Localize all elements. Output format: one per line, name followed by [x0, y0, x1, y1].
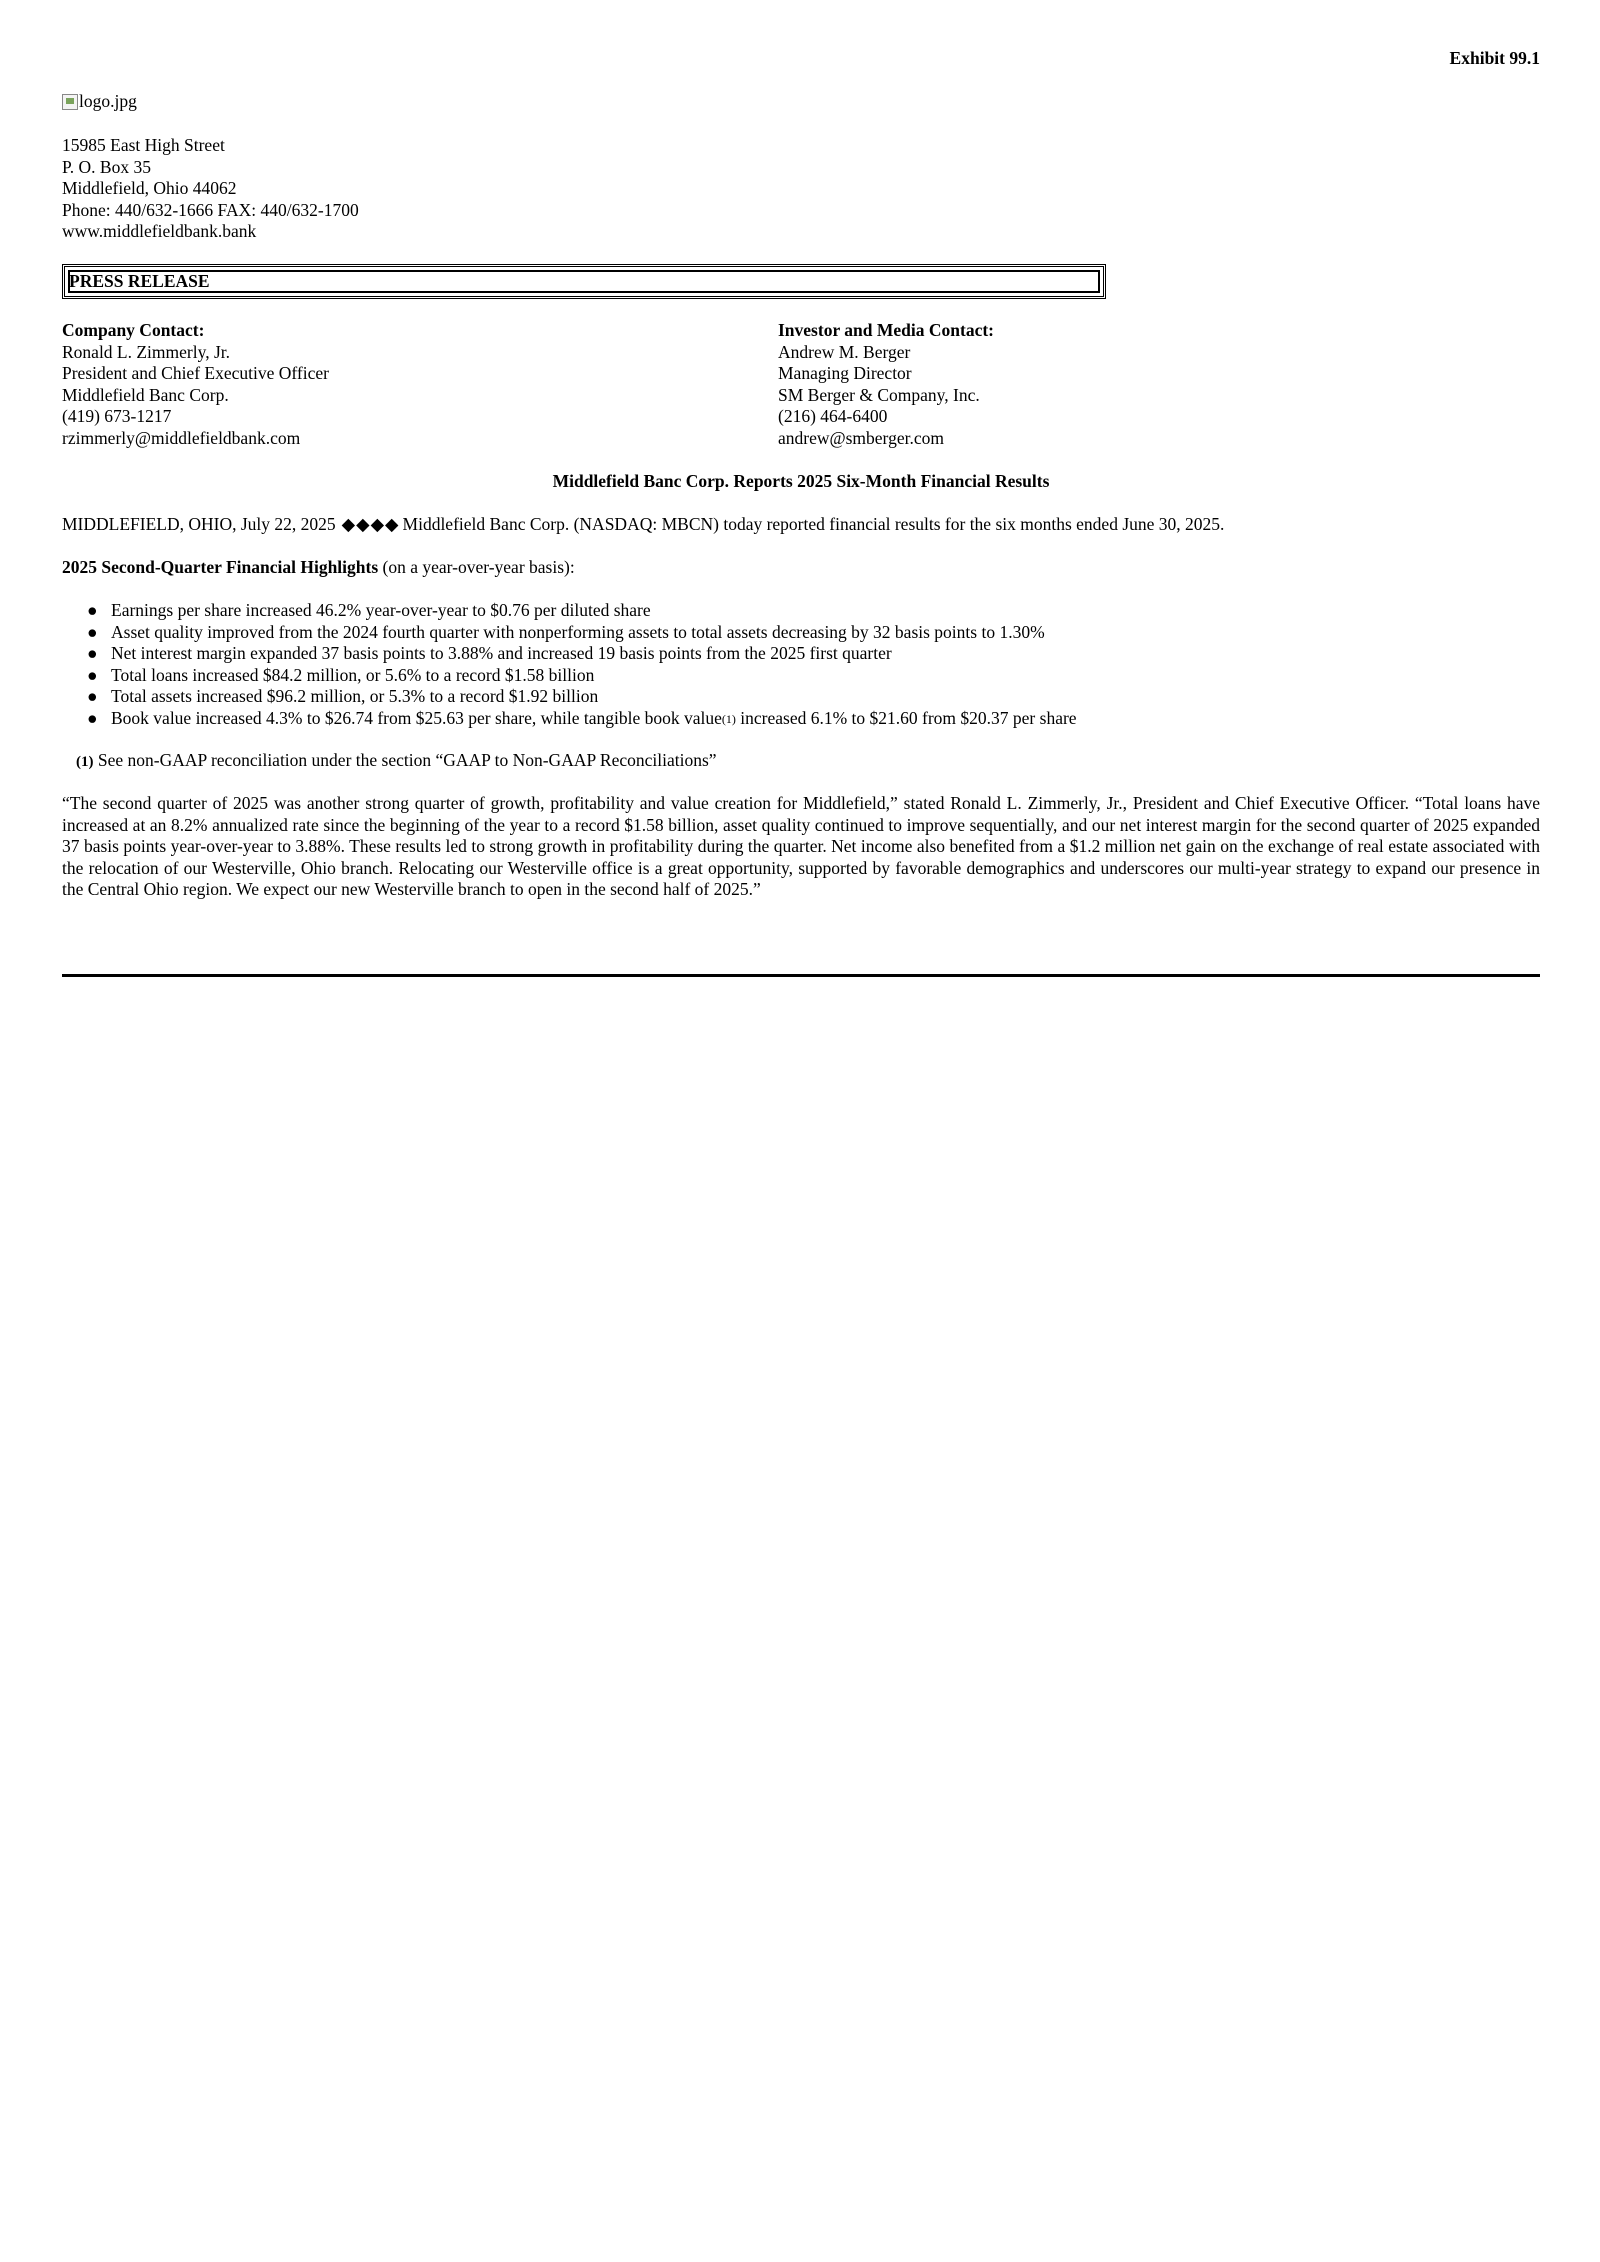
- company-contact: [62, 320, 329, 450]
- page-divider: [62, 974, 1540, 977]
- address-street: 15985 East High Street: [62, 135, 225, 155]
- dateline-text: Middlefield Banc Corp. (NASDAQ: MBCN) today reported financial results for the six months ended June 30, 2025.: [402, 514, 1225, 534]
- logo-alt-text: logo.jpg: [79, 91, 137, 111]
- media-contact: [778, 320, 994, 450]
- list-item: ● Asset quality improved from the 2024 fourth quarter with nonperforming assets to total assets decreasing by 32 basis points to 1.30%: [87, 621, 1045, 642]
- press-headline: Middlefield Banc Corp. Reports 2025 Six-Month Financial Results: [552, 471, 1050, 491]
- company-logo: [62, 91, 137, 113]
- list-item: ● Book value increased 4.3% to $26.74 from $25.63 per share, while tangible book value$^{(1)}$ increased 6.1% to $21.60 from $20.37 per share: [87, 707, 1077, 728]
- list-item: ● Earnings per share increased 46.2% year-over-year to $0.76 per diluted share: [87, 600, 651, 620]
- media-contact-title: Managing Director: [778, 363, 912, 384]
- media-contact-email: andrew@smberger.com: [778, 427, 944, 448]
- bullet-icon: ●: [87, 643, 98, 664]
- footnote-text: See non-GAAP reconciliation under the section “GAAP to Non-GAAP Reconciliations”: [93, 750, 717, 770]
- diamond-separator-icon: ◆◆◆◆: [341, 514, 400, 534]
- address-website: www.middlefieldbank.bank: [62, 221, 257, 242]
- media-contact-name: Andrew M. Berger: [778, 341, 911, 362]
- bullet-icon: ●: [87, 621, 98, 642]
- bullet-icon: ●: [87, 600, 98, 620]
- highlights-title: 2025 Second-Quarter Financial Highlights: [62, 557, 379, 577]
- list-item: ● Total assets increased $96.2 million, or 5.3% to a record $1.92 billion: [87, 686, 599, 707]
- highlights-heading: [62, 557, 575, 579]
- media-contact-company: SM Berger & Company, Inc.: [778, 384, 980, 405]
- bullet-icon: ●: [87, 664, 98, 685]
- company-contact-heading: Company Contact:: [62, 320, 205, 340]
- address-city: Middlefield, Ohio 44062: [62, 178, 237, 199]
- footnote: [76, 750, 717, 774]
- address-phone: Phone: 440/632-1666 FAX: 440/632-1700: [62, 199, 359, 220]
- bullet-icon: ●: [87, 707, 98, 728]
- exhibit-number: Exhibit 99.1: [1449, 48, 1540, 68]
- company-contact-phone: (419) 673-1217: [62, 406, 172, 427]
- press-release-label: PRESS RELEASE: [69, 271, 210, 291]
- list-item: ● Total loans increased $84.2 million, or 5.6% to a record $1.58 billion: [87, 664, 595, 685]
- ceo-quote-paragraph: [62, 793, 1540, 901]
- footnote-reference: (1): [721, 711, 736, 726]
- press-release-banner: [62, 264, 1106, 299]
- media-contact-phone: (216) 464-6400: [778, 406, 888, 427]
- bullet-icon: ●: [87, 686, 98, 707]
- company-address: [62, 135, 359, 243]
- highlights-list: [62, 600, 1077, 730]
- dateline: [62, 514, 1224, 536]
- address-pobox: P. O. Box 35: [62, 156, 151, 177]
- company-contact-company: Middlefield Banc Corp.: [62, 384, 229, 405]
- list-item: ● Net interest margin expanded 37 basis points to 3.88% and increased 19 basis points from the 2025 first quarter: [87, 643, 892, 664]
- company-contact-email: rzimmerly@middlefieldbank.com: [62, 427, 301, 448]
- footnote-marker: (1): [76, 754, 94, 770]
- dateline-location-date: MIDDLEFIELD, OHIO, July 22, 2025: [62, 514, 336, 534]
- media-contact-heading: Investor and Media Contact:: [778, 320, 994, 340]
- company-contact-title: President and Chief Executive Officer: [62, 363, 329, 384]
- company-contact-name: Ronald L. Zimmerly, Jr.: [62, 341, 231, 362]
- highlights-subtitle: (on a year-over-year basis):: [378, 557, 575, 577]
- ceo-quote-text: “The second quarter of 2025 was another strong quarter of growth, profitability and value creation for Middlefield,” stated Ronald L. Zimmerly, Jr., President and Chief Executive Officer. “Total loans have increased at an 8.2% annualized rate since the beginning of the year to a record $1.58 billion, asset quality continued to improve sequentially, and our net interest margin for the second quarter of 2025 expanded 37 basis points year-over-year to 3.88%. These results led to strong growth in profitability during the quarter. Net income also benefited from a $1.2 million net gain on the exchange of real estate associated with the relocation of our Westerville, Ohio branch. Relocating our Westerville office is a great opportunity, supported by favorable demographics and underscores our multi-year strategy to expand our presence in the Central Ohio region. We expect our new Westerville branch to open in the second half of 2025.”: [62, 793, 1540, 900]
- broken-image-icon: [62, 94, 78, 110]
